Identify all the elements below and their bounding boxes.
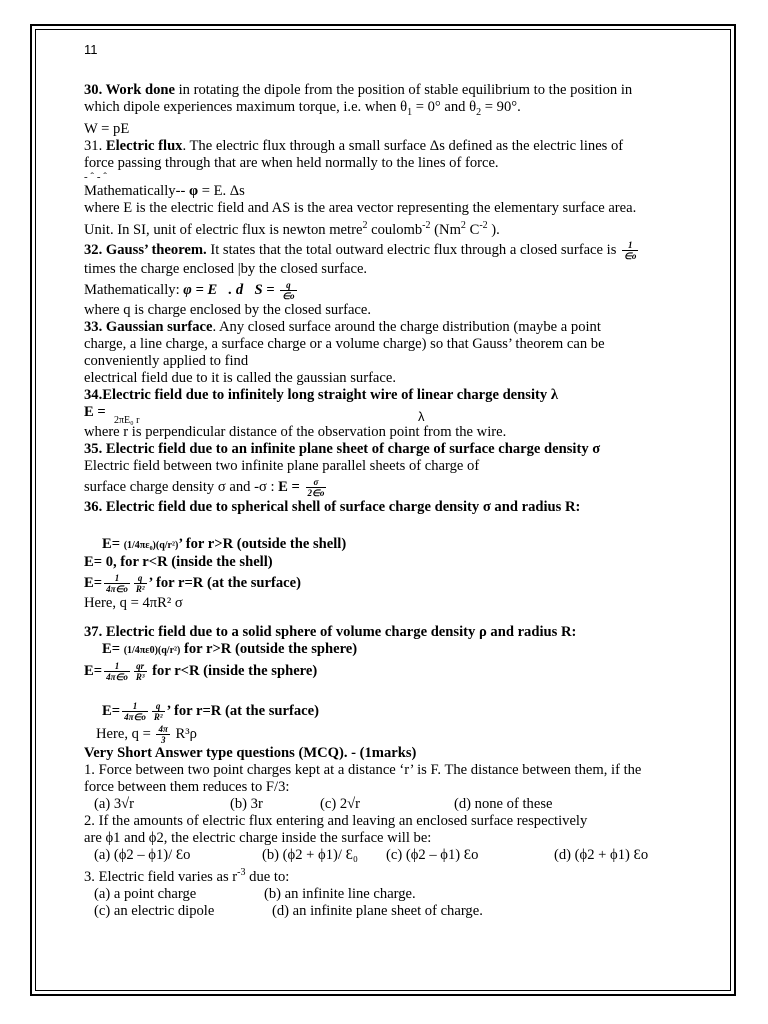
s36-l3-d1: 4π∈o xyxy=(106,583,128,594)
s31-num: 31. xyxy=(84,137,106,154)
s31-math-phi: φ xyxy=(188,182,199,199)
s30-end: = 90°. xyxy=(481,99,521,115)
s34-text: where r is perpendicular distance of the observation point from the wire. xyxy=(84,423,507,440)
s32-fraction xyxy=(622,240,638,261)
mcq-q3-line1 xyxy=(84,864,684,886)
s36-l1-post: ’ for r>R (outside the shell) xyxy=(178,535,347,552)
s37-l2-frac2 xyxy=(134,661,147,682)
s32-frac-num: 1 xyxy=(622,240,638,251)
s31-unit-sup3: 2 xyxy=(460,219,466,231)
s35-frac-num: σ xyxy=(306,477,327,488)
mcq-q1-option-c: (c) 2√r xyxy=(320,795,361,812)
s32-text3: where q is charge enclosed by the closed surface. xyxy=(84,301,372,318)
s37-line3 xyxy=(84,699,684,723)
s36-l3-frac1 xyxy=(104,573,130,594)
s37-l3-n2: q xyxy=(152,701,165,712)
s31-unit-line xyxy=(84,217,684,239)
mcq-heading: Very Short Answer type questions (MCQ). - (1marks) xyxy=(84,744,417,761)
mcq-q3-options-row2 xyxy=(84,903,684,920)
s37-l2-post: for r<R (inside the sphere) xyxy=(148,662,318,679)
s31-line1 xyxy=(84,138,684,155)
s32-frac-den: ∈o xyxy=(624,250,637,261)
mcq-q1-option-a: (a) 3√r xyxy=(94,795,135,812)
mcq-q3-sup: -3 xyxy=(237,866,246,878)
mcq-q1-option-d: (d) none of these xyxy=(454,795,553,812)
s32-math-num: q xyxy=(280,280,296,291)
s30-sub2: 2 xyxy=(476,106,482,118)
s31-unit-c: (Nm xyxy=(430,221,461,238)
s31-unit-sup2: -2 xyxy=(422,219,431,231)
s31-math-label: Mathematically-- xyxy=(84,182,189,199)
s37-l3-post: ’ for r=R (at the surface) xyxy=(166,702,319,719)
s34-lambda: λ xyxy=(418,408,425,424)
s37-l3-frac2 xyxy=(152,701,165,722)
s35-text2-line xyxy=(84,475,684,499)
s34-denominator: 2πE₀ r xyxy=(114,414,140,426)
s32-math xyxy=(84,278,684,302)
s31-unit-a: Unit. In SI, unit of electric flux is newton metre xyxy=(84,221,363,238)
mcq-q3-text-b: due to: xyxy=(245,868,290,885)
s37-l2-d1: 4π∈o xyxy=(106,671,128,682)
s36-line2: E= 0, for r<R (inside the shell) xyxy=(84,553,273,570)
s32-text2: times the charge enclosed |by the closed surface. xyxy=(84,260,368,277)
s34-heading: 34.Electric field due to infinitely long straight wire of linear charge density λ xyxy=(84,386,558,403)
s33-text2: charge, a line charge, a surface charge or a volume charge) so that Gauss’ theorem can be xyxy=(84,335,605,352)
s30-text2: which dipole experiences maximum torque, i.e. when θ xyxy=(84,99,408,115)
s37-l1-small: (1/4πε0)(q/r²) xyxy=(123,644,181,656)
s32-math-fraction xyxy=(280,280,296,301)
s30-formula: W = pE xyxy=(84,120,130,137)
mcq-q2-option-c: (c) (ϕ2 – ϕ1) Ɛo xyxy=(386,846,479,863)
s31-heading: Electric flux xyxy=(105,137,183,154)
s36-l3-frac2 xyxy=(134,573,147,594)
s34-e-eq: E = xyxy=(84,403,106,420)
s32-text1: It states that the total outward electric flux through a closed surface is xyxy=(206,241,621,258)
s36-line1 xyxy=(84,536,684,554)
s32-math-den: ∈o xyxy=(282,290,295,301)
s31-unit-d: C xyxy=(465,221,480,238)
s31-unit-sup1: 2 xyxy=(362,219,368,231)
s37-l2-n2: qr xyxy=(134,661,147,672)
s35-heading: 35. Electric field due to an infinite plane sheet of charge of surface charge density σ xyxy=(84,440,601,457)
s30-sub1: 1 xyxy=(407,106,413,118)
s31-math xyxy=(84,183,684,200)
s36-l3-post: ’ for r=R (at the surface) xyxy=(148,574,301,591)
mcq-q3-text-a: 3. Electric field varies as r xyxy=(84,868,238,885)
s36-l3-d2: R² xyxy=(135,583,145,594)
mcq-q1-options xyxy=(84,796,684,813)
s30-text1: in rotating the dipole from the position of stable equilibrium to the position in xyxy=(174,82,633,98)
mcq-q1-option-b: (b) 3r xyxy=(230,795,263,812)
mcq-q2-line2: are ϕ1 and ϕ2, the electric charge inside the surface will be: xyxy=(84,829,432,846)
s37-l2-frac1 xyxy=(104,661,130,682)
s35-e-label: E = xyxy=(278,478,304,495)
s37-l1-pre: E= xyxy=(102,640,124,657)
s31-unit-b: coulomb xyxy=(367,221,423,238)
s37-l2-n1: 1 xyxy=(104,661,130,672)
s30-line2 xyxy=(84,99,684,121)
s30-line1 xyxy=(84,82,684,99)
s31-vector-marks: - ˆ - ˆ xyxy=(84,170,107,183)
s37-l3-d1: 4π∈o xyxy=(124,711,146,722)
s33-line1 xyxy=(84,319,684,336)
s32-math-label: Mathematically: xyxy=(84,281,184,298)
s37-heading: 37. Electric field due to a solid sphere of volume charge density ρ and radius R: xyxy=(84,623,577,640)
mcq-q2-line1: 2. If the amounts of electric flux entering and leaving an enclosed surface respectively xyxy=(84,812,588,829)
s37-here-den: 3 xyxy=(160,734,166,745)
s36-line3 xyxy=(84,571,684,595)
mcq-q3-option-a: (a) a point charge xyxy=(94,885,197,902)
mcq-q3-option-d: (d) an infinite plane sheet of charge. xyxy=(272,902,483,919)
mcq-q3-options-row1 xyxy=(84,886,684,903)
s35-text2: surface charge density σ and -σ : xyxy=(84,478,279,495)
mcq-q2-option-b: (b) (ϕ2 + ϕ1)/ Ɛ₀ xyxy=(262,846,358,863)
s36-l3-pre: E= xyxy=(84,574,103,591)
s31-unit-sup4: -2 xyxy=(479,219,488,231)
mcq-q2-options xyxy=(84,847,684,864)
s31-unit-e: ). xyxy=(487,221,500,238)
s31-text2: force passing through that are when held normally to the lines of force. xyxy=(84,154,499,171)
s37-here-num: 4π xyxy=(158,723,168,734)
s33-text1: . Any closed surface around the charge distribution (maybe a point xyxy=(212,318,601,335)
s37-l3-frac1 xyxy=(122,701,148,722)
s36-here: Here, q = 4πR² σ xyxy=(84,594,183,611)
s37-here-pre: Here, q = xyxy=(96,725,155,742)
s36-heading: 36. Electric field due to spherical shell of surface charge density σ and radius R: xyxy=(84,498,581,515)
mcq-q1-line1: 1. Force between two point charges kept at a distance ‘r’ is F. The distance between them, if the xyxy=(84,761,642,778)
s36-l1-small: (1/4πε₀)(q/r²) xyxy=(123,539,179,551)
s37-l3-n1: 1 xyxy=(122,701,148,712)
s36-l3-n2: q xyxy=(134,573,147,584)
s37-l3-pre: E= xyxy=(102,702,121,719)
s37-line2 xyxy=(84,659,684,683)
s36-l1-pre: E= xyxy=(102,535,124,552)
s37-here-post: R³ρ xyxy=(171,725,197,742)
s30-heading: 30. Work done xyxy=(84,82,175,98)
mcq-q3-option-b: (b) an infinite line charge. xyxy=(264,885,416,902)
s33-text4: electrical field due to it is called the gaussian surface. xyxy=(84,369,397,386)
s30-mid: = 0° and θ xyxy=(412,99,477,115)
s37-here xyxy=(84,723,684,745)
s34-equation xyxy=(84,404,684,424)
s32-math-expr: φ = E⃗. d⃗S = xyxy=(183,281,279,298)
s35-text1: Electric field between two infinite plane parallel sheets of charge of xyxy=(84,457,480,474)
s33-heading: 33. Gaussian surface xyxy=(84,318,213,335)
s37-l2-pre: E= xyxy=(84,662,103,679)
s37-l1-post: for r>R (outside the sphere) xyxy=(180,640,358,657)
mcq-q2-option-d: (d) (ϕ2 + ϕ1) Ɛo xyxy=(554,846,649,863)
s32-heading: 32. Gauss’ theorem. xyxy=(84,241,207,258)
s31-math-rest: = E. Δs xyxy=(198,182,245,199)
s35-fraction xyxy=(306,477,327,498)
mcq-q2-option-a: (a) (ϕ2 – ϕ1)/ Ɛo xyxy=(94,846,191,863)
s37-l2-d2: R³ xyxy=(135,671,145,682)
document-body xyxy=(84,82,684,920)
s32-line1 xyxy=(84,239,684,261)
s33-text3: conveniently applied to find xyxy=(84,352,249,369)
s36-l3-n1: 1 xyxy=(104,573,130,584)
s31-text3: where E is the electric field and AS is the area vector representing the elementary surface area. xyxy=(84,199,637,216)
page-number: 11 xyxy=(84,42,98,57)
mcq-q3-option-c: (c) an electric dipole xyxy=(94,902,215,919)
s31-text1: . The electric flux through a small surface Δs defined as the electric lines of xyxy=(182,137,624,154)
s37-here-frac xyxy=(156,724,169,745)
s37-line1 xyxy=(84,641,684,659)
s35-frac-den: 2∈o xyxy=(307,487,325,498)
s37-l3-d2: R² xyxy=(153,711,163,722)
mcq-q1-line2: force between them reduces to F/3: xyxy=(84,778,290,795)
